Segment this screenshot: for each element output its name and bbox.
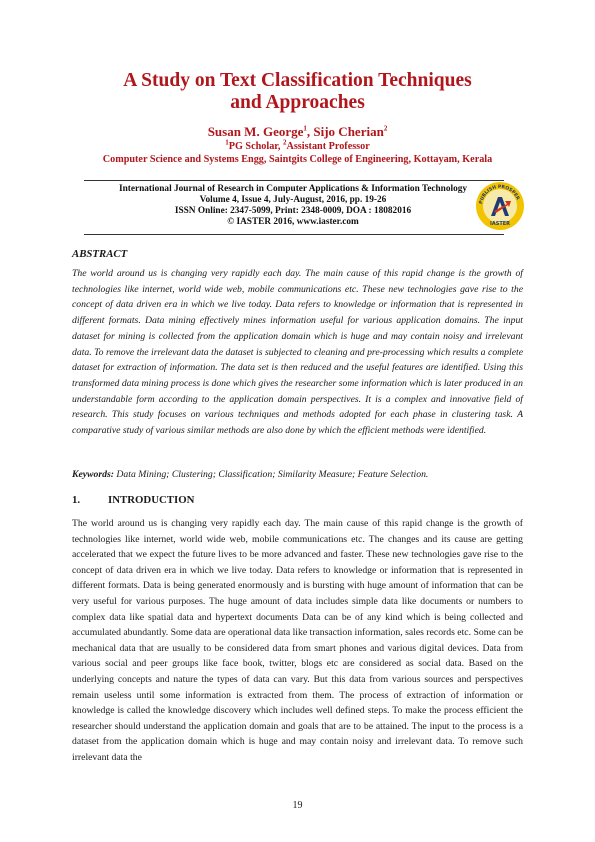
- role-2-superscript: 2: [282, 138, 287, 147]
- paper-title: [60, 70, 535, 114]
- author-1-name: Susan M. George: [207, 124, 304, 139]
- introduction-text: The world around us is changing very rapidly each day. The main cause of this rapid change is the growth of technologies like internet, world wide web, mobile communications etc. The changes and its cause are getting accelerated that we expect the future lives to be more advanced and faster. These new technologies gave rise to the concept of data driven era in which we live today. Data refers to knowledge or information that is represented in different formats. Data is being generated enormously and is bursting with huge amount of information that can be very useful for various purposes. The huge amount of data includes simple data like documents or numbers to complex data like spatial data and hypertext documents Data can be of any kind which is being collected and accumulated abundantly. Some data are operational data like transaction information, sales records etc. Some can be mechanical data that are usually to be considered data from smart phones and various digital devices. Data from various social and peer groups like face book, twitter, blogs etc are considered as social data. Based on the underlying concepts and nature the types of data can vary. But this data from various sources and perspectives remain useless until some information is extracted from them. The process of extraction of information or knowledge is called the knowledge discovery which includes well defined steps. To make the process efficient the researcher should understand the application domain and goals that are to be attained. The input to the process is a dataset from the application domain which is huge and may contain noisy and irrelevant data. To remove such irrelevant data the: [72, 518, 523, 763]
- institution: Computer Science and Systems Engg, Saintgits College of Engineering, Kottayam, Kerala: [102, 154, 493, 165]
- abstract-text: The world around us is changing very rapidly each day. The main cause of this rapid change is the growth of technologies like internet, world wide web, mobile communications etc. These new technologies gave rise to the concept of data driven era in which we live today. Data refers to knowledge or information that is represented in different formats. Data mining effectively mines information useful for various application domains. The input dataset for mining is collected from the application domain which is huge and may contain noisy and irrelevant data. To remove the irrelevant data the dataset is subjected to cleaning and pre-processing which results a complete dataset for extraction of information. The data set is then reduced and the useful features are identified. Using this transformed data mining process is done which gives the researcher some information which is later produced in an understandable form according to the application domain perspectives. It is a complex and innovative field of research. This study focuses on various techniques and methods adopted for each phase in clustering task. A comparative study of various similar methods are also done by which the efficient methods were identified.: [72, 268, 523, 437]
- journal-issn: ISSN Online: 2347-5099, Print: 2348-0009, DOA : 18082016: [174, 206, 412, 216]
- keywords: [72, 468, 523, 481]
- page-number: 19: [292, 800, 303, 811]
- section-number: 1.: [72, 494, 81, 506]
- role-1: PG Scholar,: [228, 141, 283, 152]
- journal-info: [70, 184, 516, 228]
- journal-name: International Journal of Research in Computer Applications & Information Technology: [118, 184, 468, 194]
- author-1-superscript: 1: [303, 124, 307, 133]
- paper-title-line-1: A Study on Text Classification Techniques: [123, 70, 472, 91]
- keywords-value: Data Mining; Clustering; Classification; Similarity Measure; Feature Selection.: [113, 469, 429, 480]
- iaster-seal-logo-icon: [474, 180, 526, 232]
- logo-bottom-text: IASTER: [489, 221, 511, 227]
- journal-top-rule: [84, 180, 504, 181]
- logo-top-text: PUBLISH PROSPER: [479, 184, 520, 205]
- role-1-superscript: 1: [225, 138, 229, 147]
- author-list: [0, 124, 595, 139]
- role-2: Assistant Professor: [286, 141, 370, 152]
- paper-title-line-2: and Approaches: [230, 92, 365, 113]
- author-2-name: Sijo Cherian: [313, 124, 384, 139]
- journal-volume: Volume 4, Issue 4, July-August, 2016, pp. 19-26: [199, 195, 387, 205]
- section-title: INTRODUCTION: [108, 494, 195, 506]
- abstract-heading: ABSTRACT: [72, 248, 128, 260]
- journal-copyright: © IASTER 2016, www.iaster.com: [227, 217, 359, 227]
- journal-bottom-rule: [84, 234, 504, 235]
- author-separator: ,: [306, 124, 314, 139]
- author-roles: [0, 138, 595, 153]
- keywords-label: Keywords:: [72, 469, 114, 480]
- author-2-superscript: 2: [383, 124, 388, 133]
- section-heading: [72, 494, 194, 506]
